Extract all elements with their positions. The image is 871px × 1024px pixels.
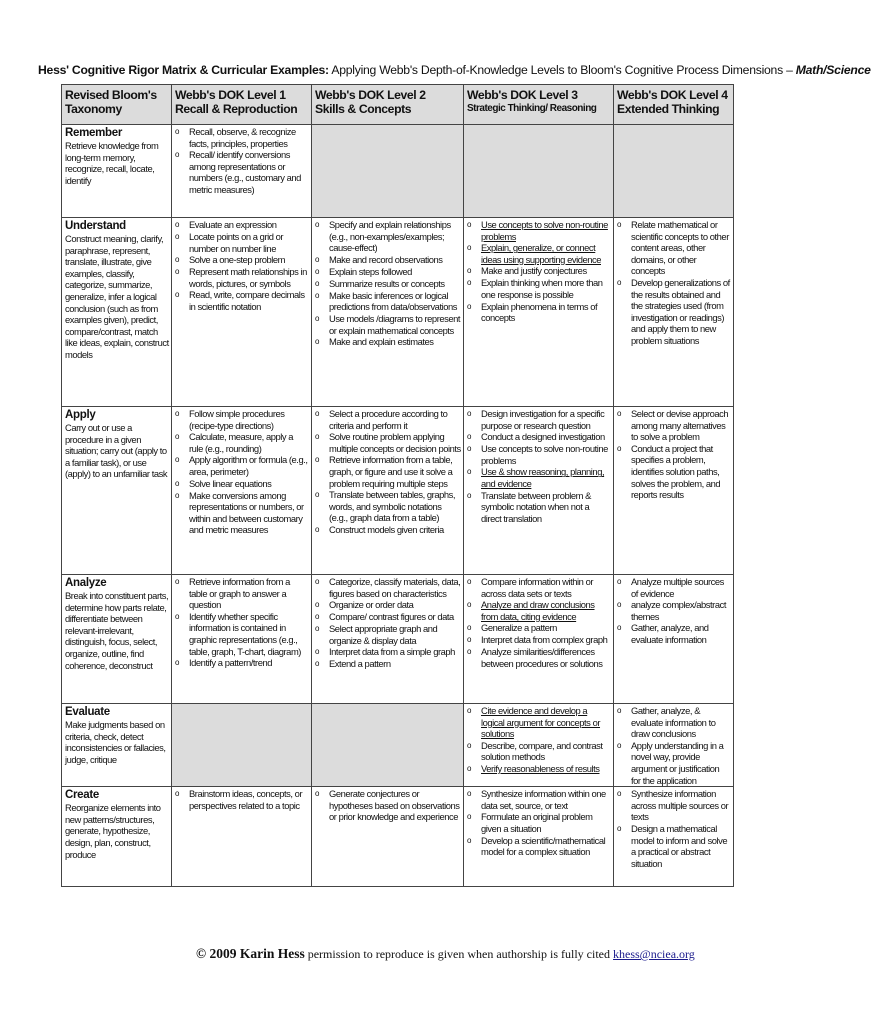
bullet-icon: o <box>467 789 471 799</box>
list-item-text: Synthesize information across multiple sources or texts <box>631 788 729 823</box>
bullet-icon: o <box>175 611 179 621</box>
process-description: Make judgments based on criteria, check, detect inconsistencies or fallacies, judge, critique <box>65 719 166 765</box>
header-dok3-title: Webb's DOK Level 3 <box>467 88 578 102</box>
list-item-text: Develop generalizations of the results obtained and the strategies used (from investigation or readings) and apply them to new problem situations <box>631 276 730 346</box>
list-item <box>315 646 461 658</box>
list-item-text: Conduct a designed investigation <box>481 431 605 443</box>
list-item-text: Retrieve information from a table, graph, or figure and use it solve a problem requiring multiple steps <box>329 454 453 489</box>
list-item <box>315 431 461 454</box>
title-bold: Hess' Cognitive Rigor Matrix & Curricular Examples: <box>38 63 329 77</box>
list-item <box>617 277 731 347</box>
list-item-text: Describe, compare, and contrast solution methods <box>481 739 603 763</box>
bullet-icon: o <box>467 243 471 253</box>
list-item <box>315 454 461 489</box>
list-item <box>467 242 611 265</box>
bullet-icon: o <box>175 577 179 586</box>
bullet-icon: o <box>175 267 179 277</box>
bullet-icon: o <box>467 444 471 454</box>
list-item <box>467 788 611 811</box>
list-item <box>467 705 611 740</box>
bullet-icon: o <box>617 740 621 750</box>
process-description: Break into constituent parts, determine how parts relate, differentiate between relevant-irrelevant, distinguish, focus, select, organize, outline, find coherence, deconstruct <box>65 590 169 671</box>
cell-create-dok3 <box>464 787 614 887</box>
title-subject: Math/Science <box>795 63 871 77</box>
list-item-text: Interpret data from a simple graph <box>329 646 455 658</box>
cell-remember-dok2 <box>312 125 464 218</box>
list-item-text: Select appropriate graph and organize & display data <box>329 623 438 646</box>
cell-remember-dok3 <box>464 125 614 218</box>
cell-understand-dok4 <box>614 218 734 407</box>
list-item-text: Extend a pattern <box>329 658 391 670</box>
bullet-icon: o <box>315 409 319 418</box>
bullet-icon: o <box>175 150 179 160</box>
page-title <box>38 62 871 78</box>
list-item <box>467 740 611 763</box>
bullet-icon: o <box>315 254 319 264</box>
list-item <box>467 599 611 622</box>
process-name: Remember <box>65 127 123 139</box>
header-dok1-subtitle: Recall & Reproduction <box>175 102 298 116</box>
bullet-icon: o <box>617 623 621 633</box>
cell-analyze-dok2 <box>312 575 464 704</box>
cell-evaluate-dok1 <box>172 704 312 787</box>
bullet-icon: o <box>175 455 179 465</box>
list-item-text: Explain phenomena in terms of concepts <box>481 300 598 324</box>
cell-create-dok1 <box>172 787 312 887</box>
process-evaluate <box>62 704 172 787</box>
list-item-text: Explain thinking when more than one response is possible <box>481 277 603 300</box>
cell-apply-dok1 <box>172 407 312 575</box>
bullet-icon: o <box>175 255 179 265</box>
list-item <box>175 657 309 669</box>
list-item-text: Make conversions among representations or numbers, or within and between customary and metric measures <box>189 489 304 536</box>
list-item-text: Generate conjectures or hypotheses based on observations or prior knowledge and experience <box>329 788 460 823</box>
list-item-text: Evaluate an expression <box>189 219 277 230</box>
list-item <box>315 611 461 623</box>
bullet-icon: o <box>175 658 179 668</box>
header-dok2 <box>312 85 464 125</box>
list-item-text: Apply understanding in a novel way, provide argument or justification for the application <box>631 739 724 786</box>
list-item <box>315 336 461 348</box>
row-evaluate <box>62 704 734 787</box>
list-item-text: Conduct a project that specifies a problem, identifies solution paths, solves the problem, and reports results <box>631 442 721 501</box>
bullet-icon: o <box>175 478 179 488</box>
list-item <box>467 634 611 646</box>
list-item <box>175 788 309 811</box>
process-name: Create <box>65 789 99 802</box>
bullet-icon: o <box>175 432 179 442</box>
bullet-icon: o <box>175 490 179 500</box>
list-item-text: Solve linear equations <box>189 477 272 489</box>
process-remember <box>62 125 172 218</box>
bullet-icon: o <box>617 706 621 715</box>
bullet-icon: o <box>617 277 621 287</box>
cell-evaluate-dok2 <box>312 704 464 787</box>
list-item <box>175 611 309 657</box>
list-item-text: Solve routine problem applying multiple concepts or decision points <box>329 431 461 454</box>
bullet-icon: o <box>617 409 621 418</box>
list-item-text: Identify whether specific information is contained in graphic representations (e.g., table, graph, T-chart, diagram) <box>189 610 301 657</box>
list-item <box>175 219 309 231</box>
list-item-text: Translate between tables, graphs, words, and symbolic notations (e.g., graph data from a table) <box>329 489 456 524</box>
bullet-icon: o <box>467 763 471 773</box>
bullet-icon: o <box>315 266 319 276</box>
email-link[interactable]: khess@nciea.org <box>613 947 695 961</box>
list-item-text: Use concepts to solve non-routine problems <box>481 443 608 466</box>
header-dok2-subtitle: Skills & Concepts <box>315 102 412 116</box>
row-create <box>62 787 734 887</box>
bullet-icon: o <box>467 467 471 477</box>
bullet-icon: o <box>315 789 319 799</box>
header-dok1-title: Webb's DOK Level 1 <box>175 88 286 102</box>
list-item-text: Use concepts to solve non-routine problems <box>481 219 608 242</box>
list-item-text: Apply algorithm or formula (e.g., area, perimeter) <box>189 454 308 477</box>
cognitive-rigor-matrix <box>61 84 734 887</box>
bullet-icon: o <box>467 409 471 418</box>
list-item <box>617 740 731 786</box>
list-item <box>467 431 611 443</box>
bullet-icon: o <box>467 706 471 715</box>
list-item <box>315 266 461 278</box>
list-item <box>315 408 461 431</box>
cell-create-dok4 <box>614 787 734 887</box>
list-item-text: Interpret data from complex graph <box>481 634 608 646</box>
bullet-icon: o <box>315 624 319 634</box>
list-item-text: Make and explain estimates <box>329 336 434 348</box>
list-item <box>467 646 611 669</box>
list-item <box>617 705 731 740</box>
list-item <box>467 490 611 525</box>
footer <box>196 946 695 962</box>
list-item <box>467 576 611 599</box>
bullet-icon: o <box>315 313 319 323</box>
bullet-icon: o <box>175 409 179 418</box>
list-item <box>467 277 611 300</box>
cell-understand-dok1 <box>172 218 312 407</box>
list-item-text: Explain, generalize, or connect ideas using supporting evidence <box>481 242 601 265</box>
list-item <box>617 408 731 443</box>
process-understand <box>62 218 172 407</box>
list-item-text: Use & show reasoning, planning, and evidence <box>481 466 605 489</box>
bullet-icon: o <box>467 600 471 610</box>
list-item-text: Gather, analyze, & evaluate information to draw conclusions <box>631 705 716 740</box>
bullet-icon: o <box>175 789 179 799</box>
list-item-text: Cite evidence and develop a logical argument for concepts or solutions <box>481 705 601 740</box>
list-item <box>175 126 309 149</box>
list-item-text: Identify a pattern/trend <box>189 657 273 669</box>
bullet-icon: o <box>315 524 319 534</box>
list-item-text: Compare/ contrast figures or data <box>329 611 454 623</box>
list-item-text: Formulate an original problem given a situation <box>481 811 593 834</box>
list-item-text: Recall, observe, & recognize facts, principles, properties <box>189 126 296 149</box>
list-item-text: Relate mathematical or scientific concepts to other content areas, other domains, or other concepts <box>631 219 729 277</box>
list-item <box>467 811 611 834</box>
list-item <box>617 622 731 645</box>
list-item <box>315 278 461 290</box>
bullet-icon: o <box>467 740 471 750</box>
bullet-icon: o <box>467 220 471 229</box>
bullet-icon: o <box>315 432 319 442</box>
process-description: Carry out or use a procedure in a given situation; carry out (apply to a familiar task), or use (apply) to an unfamiliar task <box>65 422 168 480</box>
cell-understand-dok2 <box>312 218 464 407</box>
list-item <box>467 622 611 634</box>
list-item <box>315 658 461 670</box>
list-item-text: Follow simple procedures (recipe-type directions) <box>189 408 285 431</box>
list-item <box>175 490 309 536</box>
list-item-text: Categorize, classify materials, data, figures based on characteristics <box>329 576 461 599</box>
process-analyze <box>62 575 172 704</box>
process-description: Reorganize elements into new patterns/structures, generate, hypothesize, design, plan, construct, produce <box>65 802 161 860</box>
list-item <box>315 313 461 336</box>
process-description: Construct meaning, clarify, paraphrase, represent, translate, illustrate, give examples, classify, categorize, summarize, generalize, infer a logical conclusion (such as from examples given), predict, compare/contrast, match like ideas, explain, construct models <box>65 233 169 360</box>
list-item <box>315 524 461 536</box>
list-item-text: Gather, analyze, and evaluate information <box>631 622 709 645</box>
list-item <box>175 266 309 289</box>
list-item-text: Calculate, measure, apply a rule (e.g., rounding) <box>189 431 294 454</box>
header-dok2-title: Webb's DOK Level 2 <box>315 88 426 102</box>
list-item-text: Recall/ identify conversions among representations or numbers (e.g., customary and metric measures) <box>189 149 301 195</box>
list-item <box>467 763 611 775</box>
list-item <box>617 219 731 277</box>
row-apply <box>62 407 734 575</box>
list-item-text: Locate points on a grid or number on number line <box>189 231 284 254</box>
list-item-text: Specify and explain relationships (e.g., non-examples/examples; cause-effect) <box>329 219 451 254</box>
list-item-text: Analyze and draw conclusions from data, citing evidence <box>481 599 595 622</box>
list-item <box>175 231 309 254</box>
list-item <box>315 489 461 524</box>
list-item <box>175 254 309 266</box>
cell-apply-dok4 <box>614 407 734 575</box>
list-item <box>467 835 611 858</box>
bullet-icon: o <box>315 455 319 465</box>
list-item-text: Explain steps followed <box>329 265 412 277</box>
list-item-text: Design investigation for a specific purpose or research question <box>481 408 605 431</box>
header-dok3-subtitle: Strategic Thinking/ Reasoning <box>467 103 597 114</box>
list-item-text: analyze complex/abstract themes <box>631 599 726 622</box>
list-item-text: Read, write, compare decimals in scientific notation <box>189 289 305 312</box>
header-dok3 <box>464 85 614 125</box>
list-item <box>467 301 611 324</box>
list-item <box>467 466 611 489</box>
list-item <box>175 289 309 312</box>
list-item-text: Analyze similarities/differences between procedures or solutions <box>481 646 603 669</box>
list-item-text: Summarize results or concepts <box>329 277 445 289</box>
list-item-text: Synthesize information within one data set, source, or text <box>481 788 606 811</box>
cell-apply-dok3 <box>464 407 614 575</box>
bullet-icon: o <box>315 278 319 288</box>
bullet-icon: o <box>315 612 319 622</box>
bullet-icon: o <box>617 220 621 229</box>
list-item-text: Select or devise approach among many alternatives to solve a problem <box>631 408 729 443</box>
process-apply <box>62 407 172 575</box>
process-description: Retrieve knowledge from long-term memory, recognize, recall, locate, identify <box>65 140 159 186</box>
bullet-icon: o <box>175 220 179 229</box>
row-understand <box>62 218 734 407</box>
bullet-icon: o <box>315 647 319 657</box>
list-item <box>315 219 461 254</box>
list-item <box>617 443 731 501</box>
list-item <box>315 788 461 823</box>
header-row <box>62 85 734 125</box>
list-item-text: Design a mathematical model to inform and solve a practical or abstract situation <box>631 822 728 869</box>
bullet-icon: o <box>617 443 621 453</box>
list-item-text: Solve a one-step problem <box>189 254 286 266</box>
list-item-text: Generalize a pattern <box>481 622 557 634</box>
list-item-text: Organize or order data <box>329 599 414 611</box>
cell-analyze-dok4 <box>614 575 734 704</box>
permission-text: permission to reproduce is given when authorship is fully cited <box>307 947 610 961</box>
list-item <box>315 576 461 599</box>
list-item <box>467 265 611 277</box>
list-item-text: Use models /diagrams to represent or explain mathematical concepts <box>329 312 461 336</box>
process-name: Apply <box>65 409 96 421</box>
bullet-icon: o <box>467 432 471 442</box>
title-normal: Applying Webb's Depth-of-Knowledge Levels to Bloom's Cognitive Process Dimensions – <box>331 63 793 77</box>
bullet-icon: o <box>467 490 471 500</box>
list-item <box>467 443 611 466</box>
row-remember <box>62 125 734 218</box>
bullet-icon: o <box>175 127 179 136</box>
copyright: © 2009 Karin Hess <box>196 946 305 961</box>
header-dok4 <box>614 85 734 125</box>
bullet-icon: o <box>175 290 179 300</box>
list-item-text: Make and record observations <box>329 253 443 265</box>
list-item-text: Brainstorm ideas, concepts, or perspectives related to a topic <box>189 788 303 811</box>
bullet-icon: o <box>617 577 621 586</box>
list-item-text: Verify reasonableness of results <box>481 762 600 774</box>
list-item <box>175 431 309 454</box>
cell-understand-dok3 <box>464 218 614 407</box>
cell-apply-dok2 <box>312 407 464 575</box>
cell-remember-dok4 <box>614 125 734 218</box>
bullet-icon: o <box>315 220 319 229</box>
process-name: Analyze <box>65 577 107 589</box>
list-item-text: Make and justify conjectures <box>481 265 587 277</box>
list-item <box>175 408 309 431</box>
header-dok4-title: Webb's DOK Level 4 <box>617 88 728 102</box>
list-item <box>315 623 461 646</box>
list-item <box>175 576 309 611</box>
process-name: Understand <box>65 220 126 232</box>
header-dok4-subtitle: Extended Thinking <box>617 102 720 116</box>
list-item-text: Retrieve information from a table or graph to answer a question <box>189 576 290 611</box>
bullet-icon: o <box>467 635 471 645</box>
list-item-text: Compare information within or across data sets or texts <box>481 576 594 599</box>
list-item <box>617 576 731 599</box>
list-item <box>467 219 611 242</box>
bullet-icon: o <box>315 600 319 610</box>
bullet-icon: o <box>467 301 471 311</box>
list-item <box>315 290 461 313</box>
list-item-text: Develop a scientific/mathematical model for a complex situation <box>481 834 606 858</box>
list-item <box>175 478 309 490</box>
list-item-text: Construct models given criteria <box>329 523 444 535</box>
cell-evaluate-dok4 <box>614 704 734 787</box>
list-item <box>617 599 731 622</box>
bullet-icon: o <box>467 812 471 822</box>
bullet-icon: o <box>617 789 621 799</box>
cell-remember-dok1 <box>172 125 312 218</box>
row-analyze <box>62 575 734 704</box>
bullet-icon: o <box>617 823 621 833</box>
bullet-icon: o <box>467 278 471 288</box>
cell-create-dok2 <box>312 787 464 887</box>
bullet-icon: o <box>315 490 319 500</box>
bullet-icon: o <box>467 623 471 633</box>
list-item <box>467 408 611 431</box>
cell-evaluate-dok3 <box>464 704 614 787</box>
bullet-icon: o <box>315 577 319 586</box>
list-item <box>315 254 461 266</box>
list-item-text: Translate between problem & symbolic notation when not a direct translation <box>481 489 591 524</box>
bullet-icon: o <box>175 232 179 241</box>
list-item <box>315 599 461 611</box>
bullet-icon: o <box>467 266 471 276</box>
bullet-icon: o <box>617 600 621 610</box>
list-item-text: Select a procedure according to criteria and perform it <box>329 408 448 431</box>
bullet-icon: o <box>315 659 319 669</box>
list-item <box>175 454 309 477</box>
header-dok1 <box>172 85 312 125</box>
bullet-icon: o <box>315 337 319 347</box>
process-create <box>62 787 172 887</box>
list-item-text: Analyze multiple sources of evidence <box>631 576 724 599</box>
list-item-text: Represent math relationships in words, pictures, or symbols <box>189 266 307 289</box>
bullet-icon: o <box>315 290 319 300</box>
bullet-icon: o <box>467 577 471 586</box>
bullet-icon: o <box>467 835 471 845</box>
list-item-text: Make basic inferences or logical predictions from data/observations <box>329 289 458 313</box>
cell-analyze-dok3 <box>464 575 614 704</box>
cell-analyze-dok1 <box>172 575 312 704</box>
list-item <box>175 149 309 195</box>
bullet-icon: o <box>467 647 471 657</box>
process-name: Evaluate <box>65 706 110 718</box>
list-item <box>617 823 731 869</box>
header-bloom: Revised Bloom's Taxonomy <box>62 85 172 125</box>
list-item <box>617 788 731 823</box>
